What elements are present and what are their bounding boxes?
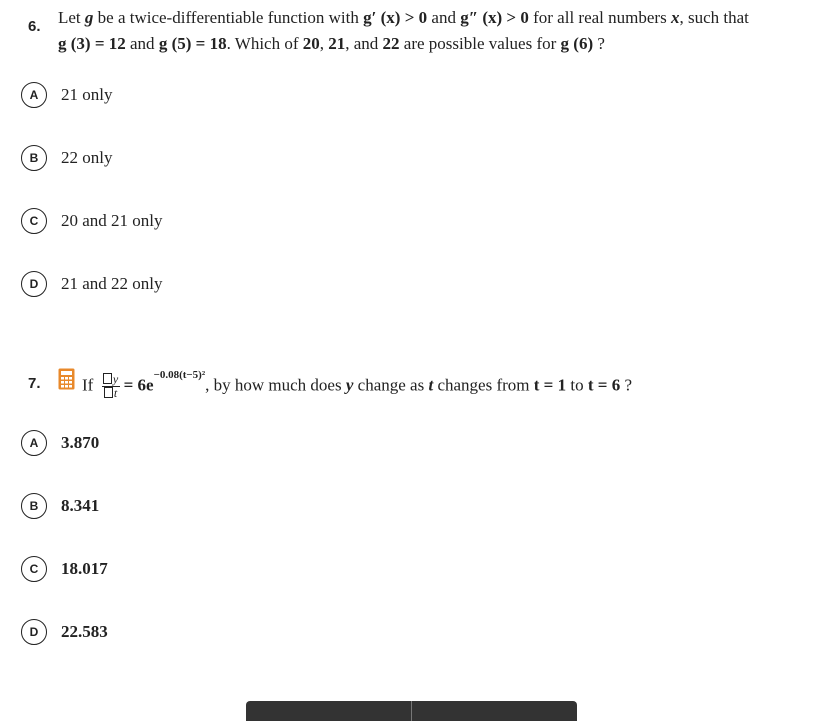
choice-text: 21 only [61,85,113,104]
bottom-nav-button-right[interactable] [411,701,577,721]
choice-letter-circle: C [21,208,47,234]
choice-letter-circle: D [21,619,47,645]
choice-letter-circle: A [21,82,47,108]
question-7-choice-c[interactable] [21,555,108,583]
choice-text: 20 and 21 only [61,211,163,230]
bottom-nav-button-left[interactable] [246,701,411,721]
choice-text: 21 and 22 only [61,274,163,293]
question-6-number: 6. [28,18,41,35]
choice-letter-circle: B [21,493,47,519]
choice-text: 18.017 [61,559,108,578]
choice-text: 22.583 [61,622,108,641]
question-6-choice-c[interactable] [21,207,163,235]
question-6-choice-a[interactable] [21,81,112,109]
choice-letter-circle: D [21,271,47,297]
question-7-stem: If $\frac{y}{t}$ = $6e^{-0.08(t-5)^2}$, by how much does y change as t changes from t = 1 to t = 6 ? [82,369,633,401]
choice-text: 8.341 [61,496,100,515]
bottom-navigation-bar [246,701,577,721]
choice-letter-circle: A [21,430,47,456]
choice-text: 3.870 [61,433,100,452]
choice-letter-circle: C [21,556,47,582]
question-7-choice-b[interactable] [21,492,99,520]
derivative-fraction: $\frac{y}{t}$ [102,373,120,400]
question-6-stem: Let g be a twice-differentiable function with g′ (x) > 0 and g″ (x) > 0 for all real numbers x, such that g (3) = 12 and g (5) = 18. Which of 20, 21, and 22 are possible values for g (6) ? [58,8,749,53]
question-7-choice-a[interactable] [21,429,99,457]
question-6-choice-d[interactable] [21,270,163,298]
question-6-choice-b[interactable] [21,144,112,172]
choice-letter-circle: B [21,145,47,171]
question-7-number: 7. [28,375,41,392]
question-7-choice-d[interactable] [21,618,108,646]
calculator-icon[interactable] [58,368,75,390]
choice-text: 22 only [61,148,113,167]
